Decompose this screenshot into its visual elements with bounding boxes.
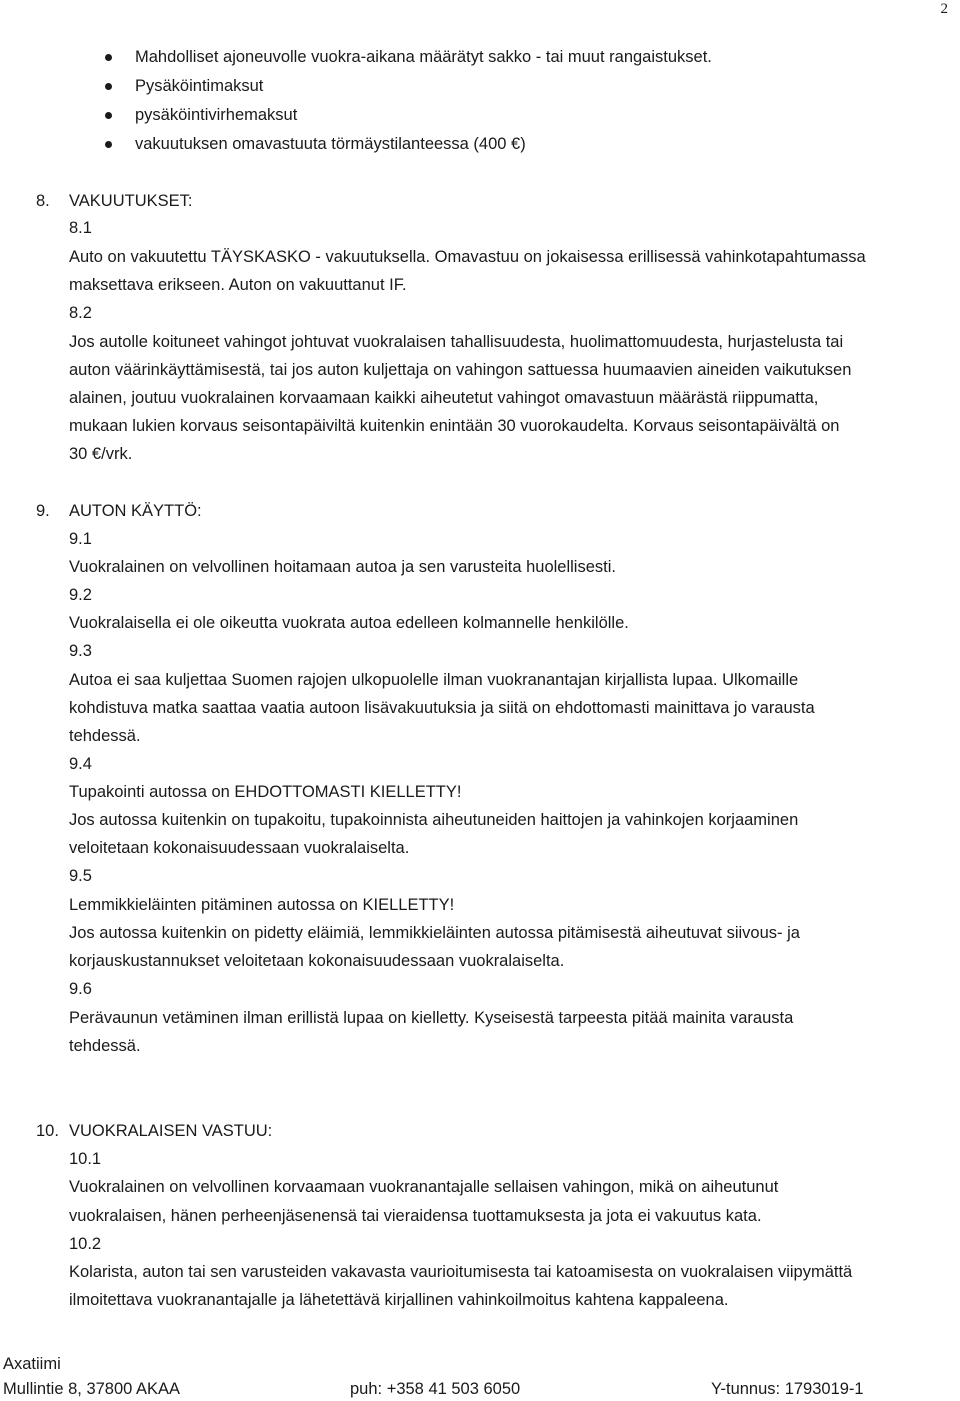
- section-number: 8.: [36, 192, 50, 210]
- section-number: 10.: [36, 1122, 59, 1140]
- footer-company: Axatiimi: [3, 1355, 61, 1373]
- paragraph-line: vuokralaisen, hänen perheenjäsenensä tai vieraidensa tuottamuksesta ja jota ei vakuutus kata.: [69, 1207, 762, 1225]
- paragraph-line: auton väärinkäyttämisestä, tai jos auton kuljettaja on vahingon sattuessa huumaavien aineiden vaikutuksen: [69, 361, 852, 379]
- section-number: 9.: [36, 502, 50, 520]
- paragraph-line: mukaan lukien korvaus seisontapäiviltä kuitenkin enintään 30 vuorokaudelta. Korvaus seisontapäivältä on: [69, 417, 840, 435]
- paragraph-line: tehdessä.: [69, 727, 141, 745]
- subsection-label: 9.4: [69, 755, 92, 773]
- paragraph-line: Kolarista, auton tai sen varusteiden vakavasta vaurioitumisesta tai katoamisesta on vuokralaisen viipymättä: [69, 1263, 853, 1281]
- subsection-label: 9.6: [69, 980, 92, 998]
- paragraph-line: ilmoitettava vuokranantajalle ja lähetettävä kirjallinen vahinkoilmoitus kahtena kappaleena.: [69, 1291, 729, 1309]
- paragraph-line: veloitetaan kokonaisuudessaan vuokralaiselta.: [69, 839, 410, 857]
- bullet-item: pysäköintivirhemaksut: [135, 106, 298, 124]
- bullet-dot-icon: [105, 54, 112, 61]
- subsection-label: 8.1: [69, 219, 92, 237]
- bullet-dot-icon: [105, 141, 112, 148]
- paragraph-line: Auto on vakuutettu TÄYSKASKO - vakuutuksella. Omavastuu on jokaisessa erillisessä vahinkotapahtumassa: [69, 248, 866, 266]
- paragraph-line: Jos autossa kuitenkin on pidetty eläimiä, lemmikkieläinten autossa pitämisestä aiheutuvat siivous- ja: [69, 924, 800, 942]
- paragraph-line: Jos autolle koituneet vahingot johtuvat vuokralaisen tahallisuudesta, huolimattomuudesta, hurjastelusta tai: [69, 333, 844, 351]
- subsection-label: 8.2: [69, 304, 92, 322]
- paragraph-line: alainen, joutuu vuokralainen korvaamaan kaikki aiheutetut vahingot omavastuun määrästä riippumatta,: [69, 389, 819, 407]
- section-title: VUOKRALAISEN VASTUU:: [69, 1122, 273, 1140]
- subsection-label: 9.5: [69, 867, 92, 885]
- page-number: 2: [940, 1, 948, 17]
- paragraph-line: 30 €/vrk.: [69, 445, 133, 463]
- paragraph-line: Vuokralainen on velvollinen korvaamaan vuokranantajalle sellaisen vahingon, mikä on aiheutunut: [69, 1178, 779, 1196]
- subsection-label: 10.2: [69, 1235, 102, 1253]
- paragraph-line: maksettava erikseen. Auton on vakuuttanut IF.: [69, 276, 407, 294]
- subsection-label: 9.3: [69, 642, 92, 660]
- paragraph-line: Lemmikkieläinten pitäminen autossa on KIELLETTY!: [69, 896, 455, 914]
- bullet-dot-icon: [105, 112, 112, 119]
- bullet-item: vakuutuksen omavastuuta törmäystilanteessa (400 €): [135, 135, 526, 153]
- paragraph-line: kohdistuva matka saattaa vaatia autoon lisävakuutuksia ja siitä on ehdottomasti mainittava jo varausta: [69, 699, 815, 717]
- footer-address: Mullintie 8, 37800 AKAA: [3, 1380, 181, 1398]
- paragraph-line: Jos autossa kuitenkin on tupakoitu, tupakoinnista aiheutuneiden haittojen ja vahinkojen korjaaminen: [69, 811, 799, 829]
- paragraph-line: Autoa ei saa kuljettaa Suomen rajojen ulkopuolelle ilman vuokranantajan kirjallista lupaa. Ulkomaille: [69, 671, 799, 689]
- section-title: VAKUUTUKSET:: [69, 192, 193, 210]
- bullet-item: Mahdolliset ajoneuvolle vuokra-aikana määrätyt sakko - tai muut rangaistukset.: [135, 48, 712, 66]
- paragraph-line: tehdessä.: [69, 1037, 141, 1055]
- paragraph-line: Vuokralaisella ei ole oikeutta vuokrata autoa edelleen kolmannelle henkilölle.: [69, 614, 629, 632]
- footer-phone: puh: +358 41 503 6050: [350, 1380, 521, 1398]
- paragraph-line: Vuokralainen on velvollinen hoitamaan autoa ja sen varusteita huolellisesti.: [69, 558, 616, 576]
- subsection-label: 10.1: [69, 1150, 102, 1168]
- bullet-dot-icon: [105, 83, 112, 90]
- bullet-item: Pysäköintimaksut: [135, 77, 264, 95]
- paragraph-line: korjauskustannukset veloitetaan kokonaisuudessaan vuokralaiselta.: [69, 952, 565, 970]
- subsection-label: 9.2: [69, 586, 92, 604]
- footer-business-id: Y-tunnus: 1793019-1: [711, 1380, 864, 1398]
- subsection-label: 9.1: [69, 530, 92, 548]
- paragraph-line: Tupakointi autossa on EHDOTTOMASTI KIELLETTY!: [69, 783, 462, 801]
- section-title: AUTON KÄYTTÖ:: [69, 502, 202, 520]
- paragraph-line: Perävaunun vetäminen ilman erillistä lupaa on kielletty. Kyseisestä tarpeesta pitää mainita varausta: [69, 1009, 794, 1027]
